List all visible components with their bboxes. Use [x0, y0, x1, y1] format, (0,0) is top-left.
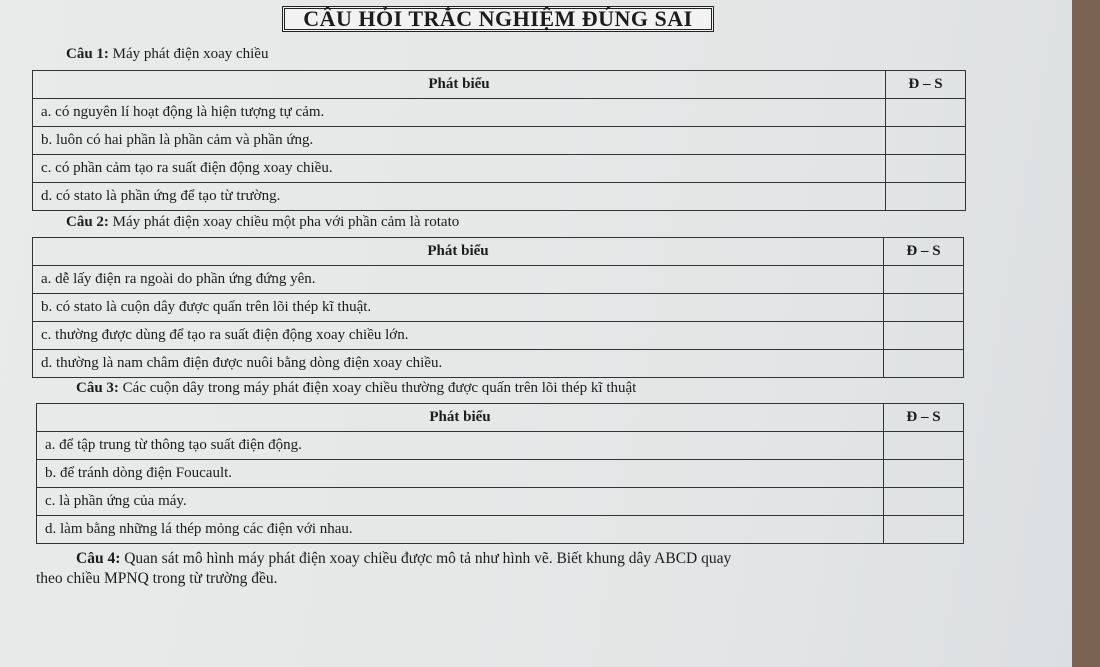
- question-4-continuation: theo chiều MPNQ trong từ trường đều.: [36, 570, 278, 587]
- statement-cell: d. làm bằng những lá thép mỏng các điện với nhau.: [37, 516, 884, 544]
- question-3-label: Câu 3:: [76, 380, 119, 396]
- statement-cell: a. có nguyên lí hoạt động là hiện tượng tự cảm.: [33, 99, 886, 127]
- statement-cell: a. để tập trung từ thông tạo suất điện động.: [37, 432, 884, 460]
- question-1-label: Câu 1:: [66, 46, 109, 62]
- question-2-heading: [66, 214, 459, 231]
- answer-cell[interactable]: [884, 350, 964, 378]
- question-1-text: Máy phát điện xoay chiều: [112, 46, 269, 62]
- table-header-row: [37, 404, 964, 432]
- answer-cell[interactable]: [884, 322, 964, 350]
- statement-cell: d. có stato là phần ứng để tạo từ trường.: [33, 183, 886, 211]
- question-4-heading: [76, 550, 731, 568]
- table-row: [33, 127, 966, 155]
- question-1-heading: [66, 46, 268, 63]
- table-header-row: [33, 238, 964, 266]
- question-1-table: [32, 70, 966, 211]
- answer-header: Đ – S: [884, 238, 964, 266]
- answer-cell[interactable]: [884, 460, 964, 488]
- statement-cell: c. thường được dùng để tạo ra suất điện động xoay chiều lớn.: [33, 322, 884, 350]
- question-4-label: Câu 4:: [76, 550, 121, 567]
- statement-header: Phát biểu: [33, 238, 884, 266]
- question-3-table: [36, 403, 964, 544]
- answer-cell[interactable]: [886, 183, 966, 211]
- statement-header: Phát biểu: [33, 71, 886, 99]
- question-2-table: [32, 237, 964, 378]
- question-2-text: Máy phát điện xoay chiều một pha với phần cảm là rotato: [112, 214, 460, 230]
- statement-cell: c. là phần ứng của máy.: [37, 488, 884, 516]
- table-row: [37, 460, 964, 488]
- answer-cell[interactable]: [884, 266, 964, 294]
- statement-cell: b. có stato là cuộn dây được quấn trên lõi thép kĩ thuật.: [33, 294, 884, 322]
- statement-cell: b. để tránh dòng điện Foucault.: [37, 460, 884, 488]
- table-row: [33, 155, 966, 183]
- answer-cell[interactable]: [886, 155, 966, 183]
- answer-cell[interactable]: [884, 294, 964, 322]
- table-header-row: [33, 71, 966, 99]
- table-row: [33, 350, 964, 378]
- table-row: [37, 432, 964, 460]
- statement-header: Phát biểu: [37, 404, 884, 432]
- table-row: [37, 488, 964, 516]
- statement-cell: c. có phần cảm tạo ra suất điện động xoay chiều.: [33, 155, 886, 183]
- statement-cell: b. luôn có hai phần là phần cảm và phần ứng.: [33, 127, 886, 155]
- question-2-label: Câu 2:: [66, 214, 109, 230]
- question-3-heading: [76, 380, 636, 397]
- answer-cell[interactable]: [886, 99, 966, 127]
- table-row: [33, 322, 964, 350]
- table-row: [33, 183, 966, 211]
- answer-cell[interactable]: [884, 432, 964, 460]
- worksheet-title: CÂU HỎI TRẮC NGHIỆM ĐÚNG SAI: [282, 6, 714, 32]
- statement-cell: a. dễ lấy điện ra ngoài do phần ứng đứng yên.: [33, 266, 884, 294]
- answer-header: Đ – S: [886, 71, 966, 99]
- table-row: [33, 99, 966, 127]
- question-3-text: Các cuộn dây trong máy phát điện xoay chiều thường được quấn trên lõi thép kĩ thuật: [122, 380, 637, 396]
- answer-cell[interactable]: [884, 488, 964, 516]
- answer-cell[interactable]: [886, 127, 966, 155]
- table-row: [33, 266, 964, 294]
- answer-header: Đ – S: [884, 404, 964, 432]
- statement-cell: d. thường là nam châm điện được nuôi bằng dòng điện xoay chiều.: [33, 350, 884, 378]
- table-row: [33, 294, 964, 322]
- table-row: [37, 516, 964, 544]
- answer-cell[interactable]: [884, 516, 964, 544]
- question-4-text: Quan sát mô hình máy phát điện xoay chiều được mô tả như hình vẽ. Biết khung dây ABCD quay: [124, 550, 732, 567]
